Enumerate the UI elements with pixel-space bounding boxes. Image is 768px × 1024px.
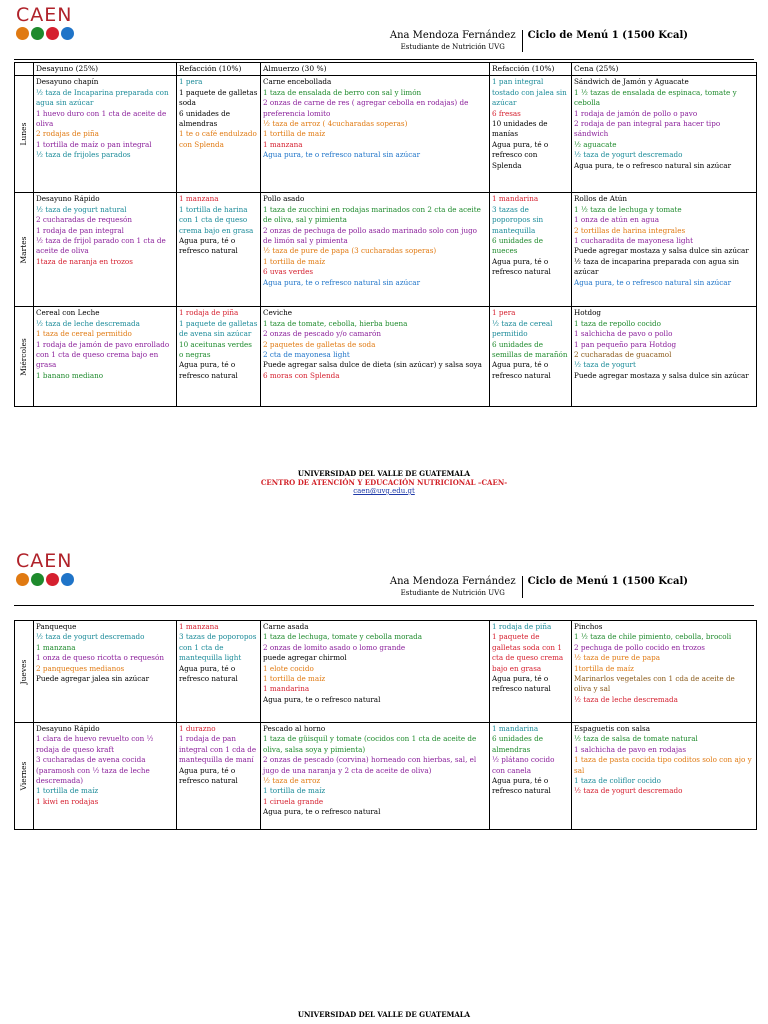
- meal-cell: [34, 723, 177, 830]
- meal-item: 2 onzas de pescado (corvina) horneado con hierbas, sal, el jugo de una naranja y 2 cta de aceite de oliva): [263, 755, 477, 775]
- meal-item: 1 pera: [179, 77, 203, 87]
- meal-item: 10 unidades de manías: [492, 119, 548, 139]
- meal-item: 1 taza de ensalada de berro con sal y limón: [263, 87, 422, 97]
- author-name: Ana Mendoza Fernández: [389, 576, 516, 587]
- meal-item: 2 onzas de carne de res ( agregar cebolla en rodajas) de preferencia lomito: [263, 98, 469, 118]
- footer-university: UNIVERSIDAD DEL VALLE DE GUATEMALA: [297, 1010, 471, 1019]
- meal-cell: [261, 723, 490, 830]
- meal-item: 1 pera: [492, 308, 516, 318]
- meal-item: Cereal con Leche: [36, 308, 100, 318]
- author-subtitle: Estudiante de Nutrición UVG: [400, 589, 505, 597]
- day-cell: [15, 723, 34, 830]
- meal-item: ½ taza de incaparina preparada con agua sin azúcar: [574, 256, 740, 277]
- meal-item: 1 ciruela grande: [263, 796, 324, 806]
- day-cell: [15, 621, 34, 723]
- meal-item: 1 rodaja de piña: [179, 308, 239, 318]
- day-row: [15, 621, 757, 723]
- meal-cell: [572, 621, 757, 723]
- meal-item: 2 pechuga de pollo cocido en trozos: [574, 642, 705, 652]
- meal-item: 2 paquetes de galletas de soda: [263, 339, 376, 349]
- meal-item: 1 durazno: [179, 724, 216, 733]
- meal-item: 1 elote cocido: [263, 663, 314, 673]
- meal-item: 1 rodaja de pan integral con 1 cda de mantequilla de maní: [179, 734, 257, 765]
- meal-item: Ceviche: [263, 308, 293, 318]
- meal-item: 1 rodaja de jamón de pavo enrollado con 1 cta de queso crema bajo en grasa: [36, 339, 170, 370]
- meal-cell: [572, 76, 757, 193]
- meal-item: 1 banano mediano: [36, 370, 104, 380]
- logo-leaf-icon: [31, 573, 44, 586]
- footer-email-link[interactable]: caen@uvg.edu.gt: [353, 487, 415, 495]
- meal-item: 2 cucharadas de requesón: [36, 215, 132, 225]
- meal-item: Puede agregar salsa dulce de dieta (sin azúcar) y salsa soya: [263, 360, 482, 370]
- meal-item: 1 taza de cereal permitido: [36, 329, 132, 339]
- meal-item: 1 salchicha de pavo en rodajas: [574, 744, 687, 754]
- meal-item: 1 mandarina: [492, 194, 539, 204]
- logo-drop-icon: [61, 573, 74, 586]
- day-row: [15, 723, 757, 830]
- meal-item: Agua pura, té o refresco natural: [492, 256, 551, 277]
- meal-item: 2 onzas de pescado y/o camarón: [263, 329, 381, 339]
- caen-logo: [16, 4, 78, 50]
- author-name: Ana Mendoza Fernández: [389, 30, 516, 41]
- meal-item: 1 huevo duro con 1 cta de aceite de oliva: [36, 108, 167, 129]
- meal-item: 1 taza de pasta cocida tipo coditos solo con ajo y sal: [574, 755, 752, 775]
- meal-item: Agua pura, te o refresco natural sin azúcar: [574, 277, 731, 287]
- meal-item: 1 clara de huevo revuelto con ½ rodaja de queso kraft: [36, 734, 154, 754]
- day-label: Viernes: [18, 761, 28, 791]
- meal-cell: [177, 621, 261, 723]
- meal-item: 1 mandarina: [263, 684, 310, 694]
- meal-item: 1taza de naranja en trozos: [36, 256, 133, 266]
- meal-cell: [34, 193, 177, 307]
- meal-item: 2 rodajas de piña: [36, 129, 99, 139]
- meal-item: 1 tortilla de maíz: [263, 129, 326, 139]
- meal-item: 2 cucharadas de guacamol: [574, 350, 672, 360]
- meal-item: Agua pura, te o refresco natural: [263, 807, 381, 817]
- meal-item: 1 taza de güisquil y tomate (cocidos con 1 cta de aceite de oliva, salsa soya y pimienta): [263, 734, 477, 754]
- meal-cell: [177, 723, 261, 830]
- meal-item: 1 manzana: [179, 622, 219, 631]
- meal-item: 1 rodaja de pan integral: [36, 225, 124, 235]
- meal-item: ½ taza de cereal permitido: [492, 318, 553, 339]
- meal-cell: [490, 621, 572, 723]
- meal-item: ½ taza de arroz ( 4cucharadas soperas): [263, 119, 408, 129]
- day-label: Lunes: [18, 122, 28, 146]
- day-cell: [15, 193, 34, 307]
- meal-item: 1 paquete de galletas soda: [179, 87, 258, 108]
- meal-item: ½ taza de frijol parado con 1 cta de aceite de oliva: [36, 236, 166, 256]
- column-header: Refacción (10%): [177, 63, 261, 76]
- meal-item: 1 salchicha de pavo o pollo: [574, 329, 673, 339]
- meal-item: Agua pura, té o refresco con Splenda: [492, 139, 549, 170]
- meal-item: 1 taza de zucchini en rodajas marinados con 2 cta de aceite de oliva, sal y pimienta: [263, 204, 481, 225]
- logo-apple-icon: [16, 27, 29, 40]
- page-header: [390, 576, 688, 598]
- day-row: [15, 76, 757, 193]
- meal-item: Espaguetis con salsa: [574, 724, 650, 733]
- meal-item: Agua pura, té o refresco natural: [179, 360, 238, 380]
- meal-item: Desayuno chapín: [36, 77, 99, 87]
- meal-item: 1 tortilla de maíz: [263, 786, 326, 796]
- meal-item: 6 uvas verdes: [263, 267, 314, 277]
- meal-item: 6 fresas: [492, 108, 521, 118]
- meal-item: 1 taza de coliflor cocido: [574, 776, 661, 786]
- meal-item: Agua pura, té o refresco natural: [492, 674, 551, 694]
- meal-cell: [490, 193, 572, 307]
- header-divider: [14, 59, 754, 60]
- meal-item: 1 kiwi en rodajas: [36, 796, 99, 806]
- meal-cell: [34, 76, 177, 193]
- meal-item: 3 tazas de poporopos sin mantequilla: [492, 204, 544, 235]
- meal-item: 1 rodaja de piña: [492, 622, 552, 631]
- meal-item: Agua pura, té o refresco natural: [492, 360, 551, 380]
- meal-cell: [34, 621, 177, 723]
- meal-item: 6 unidades de almendras: [492, 734, 543, 754]
- meal-cell: [490, 307, 572, 407]
- meal-cell: [261, 307, 490, 407]
- meal-item: 6 unidades de semillas de marañón: [492, 339, 568, 360]
- menu-title: Ciclo de Menú 1 (1500 Kcal): [527, 30, 688, 41]
- meal-item: Carne asada: [263, 622, 309, 631]
- meal-item: ½ taza de leche descremada: [36, 318, 140, 328]
- meal-item: 1 paquete de galletas soda con 1 cta de queso crema bajo en grasa: [492, 632, 564, 673]
- meal-item: ½ aguacate: [574, 139, 617, 149]
- day-row: [15, 307, 757, 407]
- meal-item: 1 ½ taza de lechuga y tomate: [574, 204, 682, 214]
- meal-item: ½ taza de pure de papa (3 cucharadas soperas): [263, 246, 437, 256]
- meal-item: ½ plátano cocido con canela: [492, 755, 555, 775]
- meal-item: 1 paquete de galletas de avena sin azúcar: [179, 318, 258, 339]
- meal-item: 6 moras con Splenda: [263, 370, 340, 380]
- day-cell: [15, 76, 34, 193]
- meal-item: 1 pan integral tostado con jalea sin azúcar: [492, 77, 567, 108]
- meal-item: 1 cucharadita de mayonesa light: [574, 236, 694, 246]
- meal-item: 1 ½ tazas de ensalada de espinaca, tomate y cebolla: [574, 87, 737, 108]
- meal-item: Panqueque: [36, 622, 77, 631]
- meal-item: Sándwich de Jamón y Aguacate: [574, 77, 689, 87]
- day-label: Martes: [18, 236, 28, 264]
- meal-item: 1 tortilla de maíz o pan integral: [36, 139, 152, 149]
- meal-item: 1 taza de lechuga, tomate y cebolla morada: [263, 632, 423, 642]
- column-header: Desayuno (25%): [34, 63, 177, 76]
- column-header: Almuerzo (30 %): [261, 63, 490, 76]
- meal-item: Hotdog: [574, 308, 602, 318]
- meal-cell: [177, 193, 261, 307]
- meal-item: 6 unidades de almendras: [179, 108, 230, 129]
- meal-cell: [34, 307, 177, 407]
- logo-drop-icon: [61, 27, 74, 40]
- meal-item: 1 mandarina: [492, 724, 539, 733]
- meal-item: 1 onza de atún en agua: [574, 215, 659, 225]
- meal-item: 2 cta de mayonesa light: [263, 350, 350, 360]
- menu-table: [14, 620, 757, 830]
- meal-item: 2 panqueques medianos: [36, 663, 125, 673]
- meal-item: Marinarlos vegetales con 1 cda de aceite de oliva y sal: [574, 674, 735, 694]
- meal-item: puede agregar chirmol: [263, 653, 347, 663]
- meal-item: 2 onzas de lomito asado o lomo grande: [263, 642, 406, 652]
- meal-item: 2 rodaja de pan integral para hacer tipo sándwich: [574, 119, 721, 139]
- author-subtitle: Estudiante de Nutrición UVG: [400, 43, 505, 51]
- meal-item: Agua pura, té o refresco natural: [179, 236, 238, 256]
- meal-item: Agua pura, té o refresco natural: [179, 765, 238, 786]
- meal-item: ½ taza de leche descremada: [574, 694, 678, 704]
- meal-item: ½ taza de yogurt descremado: [574, 150, 683, 160]
- day-label: Miércoles: [18, 338, 28, 376]
- meal-item: Agua pura, té o refresco natural: [492, 776, 551, 796]
- meal-item: ½ taza de yogurt descremado: [36, 632, 145, 642]
- meal-item: Agua pura, té o refresco natural: [179, 663, 238, 684]
- day-label: Jueves: [18, 659, 28, 684]
- meal-cell: [490, 76, 572, 193]
- meal-item: Desayuno Rápido: [36, 724, 100, 733]
- meal-item: 1 ½ taza de chile pimiento, cebolla, brocoli: [574, 632, 732, 642]
- meal-item: ½ taza de pure de papa: [574, 653, 661, 663]
- column-header-day: [15, 63, 34, 76]
- logo-fruit-icon: [46, 573, 59, 586]
- meal-cell: [261, 193, 490, 307]
- meal-item: ½ taza de yogurt: [574, 360, 636, 370]
- logo-text: CAEN: [16, 4, 73, 26]
- meal-item: 3 tazas de poporopos con 1 cta de mantequilla light: [179, 632, 257, 663]
- meal-item: 1 rodaja de jamón de pollo o pavo: [574, 108, 698, 118]
- meal-item: Agua pura, te o refresco natural sin azúcar: [263, 150, 420, 160]
- meal-item: 1 taza de tomate, cebolla, hierba buena: [263, 318, 408, 328]
- meal-item: 1tortilla de maíz: [574, 663, 634, 673]
- meal-item: Puede agregar jalea sin azúcar: [36, 674, 150, 684]
- day-row: [15, 193, 757, 307]
- logo-apple-icon: [16, 573, 29, 586]
- meal-item: Puede agregar mostaza y salsa dulce sin azúcar: [574, 370, 749, 380]
- meal-item: Pinchos: [574, 622, 603, 631]
- meal-item: 1 manzana: [179, 194, 219, 204]
- meal-cell: [572, 193, 757, 307]
- meal-cell: [490, 723, 572, 830]
- meal-item: ½ taza de yogurt descremado: [574, 786, 683, 796]
- meal-item: 10 aceitunas verdes o negras: [179, 339, 252, 360]
- meal-item: Pollo asado: [263, 194, 305, 204]
- meal-item: 1 tortilla de maíz: [263, 256, 326, 266]
- meal-item: 1 manzana: [36, 642, 76, 652]
- footer: [0, 1010, 768, 1019]
- meal-item: 1 pan pequeño para Hotdog: [574, 339, 677, 349]
- meal-item: ½ taza de frijoles parados: [36, 150, 131, 160]
- meal-item: Agua pura, te o refresco natural sin azúcar: [574, 160, 731, 170]
- logo-text: CAEN: [16, 550, 73, 572]
- meal-item: 1 tortilla de maíz: [263, 674, 326, 684]
- logo-icons: [16, 573, 78, 586]
- meal-item: 3 cucharadas de avena cocida (paramosh con ½ taza de leche descremada): [36, 755, 150, 786]
- logo-leaf-icon: [31, 27, 44, 40]
- meal-item: Pescado al horno: [263, 724, 326, 733]
- meal-item: 1 taza de repollo cocido: [574, 318, 661, 328]
- meal-item: Agua pura, te o refresco natural sin azúcar: [263, 277, 420, 287]
- caen-logo: [16, 550, 78, 596]
- meal-item: 2 onzas de pechuga de pollo asado marinado solo con jugo de limón sal y pimienta: [263, 225, 477, 246]
- header-divider: [14, 605, 754, 606]
- page-header: [390, 30, 688, 52]
- meal-item: ½ taza de salsa de tomate natural: [574, 734, 698, 744]
- meal-item: Puede agregar mostaza y salsa dulce sin azúcar: [574, 246, 749, 256]
- meal-item: ½ taza de yogurt natural: [36, 204, 127, 214]
- logo-icons: [16, 27, 78, 40]
- meal-item: Rollos de Atún: [574, 194, 627, 204]
- meal-item: ½ taza de arroz: [263, 776, 321, 786]
- meal-cell: [572, 723, 757, 830]
- meal-cell: [177, 76, 261, 193]
- meal-cell: [572, 307, 757, 407]
- meal-item: 1 onza de queso ricotta o requesón: [36, 653, 164, 663]
- meal-cell: [177, 307, 261, 407]
- meal-item: Desayuno Rápido: [36, 194, 100, 204]
- footer-university: UNIVERSIDAD DEL VALLE DE GUATEMALA: [297, 469, 471, 478]
- meal-item: 6 unidades de nueces: [492, 236, 543, 256]
- meal-item: ½ taza de Incaparina preparada con agua sin azúcar: [36, 87, 169, 108]
- meal-item: 1 manzana: [263, 139, 303, 149]
- menu-table: [14, 62, 757, 407]
- footer: [0, 469, 768, 496]
- meal-cell: [261, 621, 490, 723]
- day-cell: [15, 307, 34, 407]
- column-header: Cena (25%): [572, 63, 757, 76]
- meal-item: 1 tortilla de harina con 1 cta de queso crema bajo en grasa: [179, 204, 254, 235]
- meal-item: 1 tortilla de maíz: [36, 786, 99, 796]
- meal-item: 1 te o café endulzado con Splenda: [179, 129, 257, 149]
- logo-fruit-icon: [46, 27, 59, 40]
- meal-item: Agua pura, te o refresco natural: [263, 694, 381, 704]
- footer-center: CENTRO DE ATENCIÓN Y EDUCACIÓN NUTRICIONAL –CAEN-: [260, 478, 508, 487]
- column-header: Refacción (10%): [490, 63, 572, 76]
- meal-cell: [261, 76, 490, 193]
- meal-item: Carne encebollada: [263, 77, 332, 87]
- menu-title: Ciclo de Menú 1 (1500 Kcal): [527, 576, 688, 587]
- meal-item: 2 tortillas de harina integrales: [574, 225, 686, 235]
